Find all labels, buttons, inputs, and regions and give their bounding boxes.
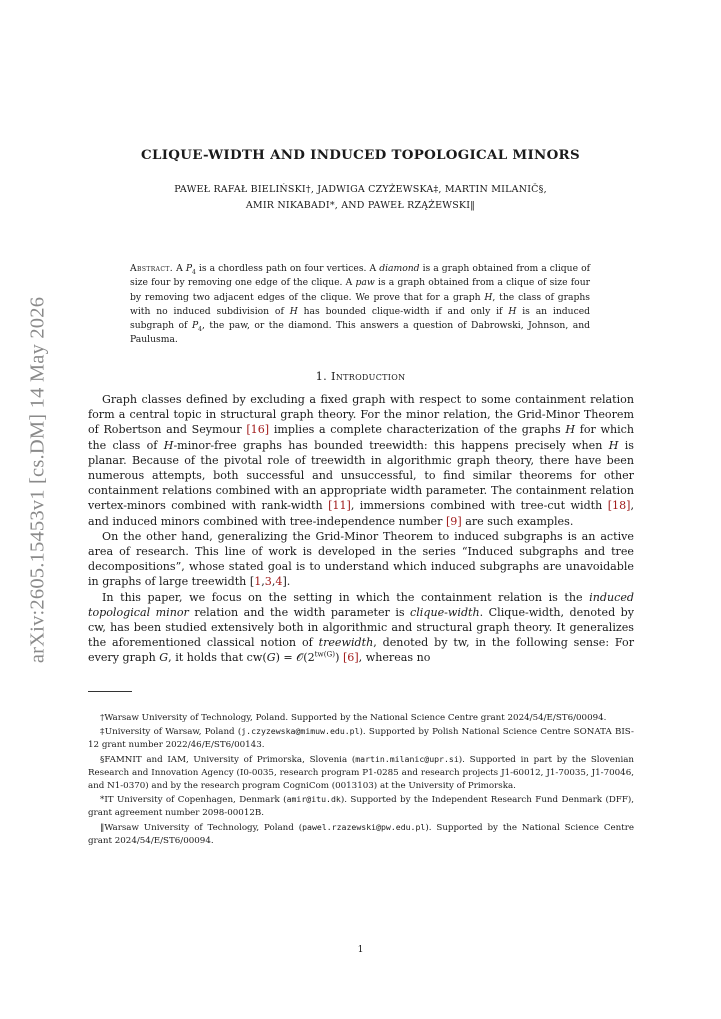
abstract-text: A [176,263,183,274]
para-text: are such examples. [465,514,574,528]
page-number: 1 [357,944,364,955]
author-list [120,182,601,214]
para-text: On the other hand, generalizing the Grid-Minor Theorem to induced subgraphs is an active area of research. This line of work is developed in the series “Induced subgraphs and tree decompositions”, whose stated goal is to understand which induced subgraphs are unavoidable in graphs of large treewidth [88,529,634,589]
math-sub: 4 [192,268,196,276]
footnote-text: ). Supported by Polish National Science Centre SONATA BIS-12 grant number 2022/46/E/ST6/00143. [88,727,634,751]
para-text: , denoted by tw, in the following sense: For every graph [88,636,634,665]
paragraph-3 [88,590,634,666]
abstract-text: has bounded clique-width if and only if [303,305,503,317]
abstract-text: is an induced subgraph of [130,305,591,332]
section-title: Introduction [331,369,406,383]
math-var: P [191,320,199,332]
para-text: . [286,575,291,589]
abstract-text: is a graph obtained from a clique of size four by removing two adjacent edges of the clique. We prove that for a graph [130,277,591,303]
abstract [130,262,590,348]
email-link[interactable]: amir@itu.dk [286,794,341,805]
footnotes [88,712,634,848]
footnote-text: ). Supported by the Independent Research Fund Denmark (DFF), grant agreement number 2098-00012B. [88,795,635,819]
abstract-text: is a graph obtained from a clique of size four by removing one edge of the clique. A [130,263,591,289]
math-exponent: tw(G) [314,649,336,659]
math-var: H [163,438,174,452]
para-text: is planar. Because of the pivotal role of treewidth in algorithmic graph theory, there have been numerous attempts, both successful and unsuccessful, to find similar theorems for other containment relations combined with an appropriate width parameter. The containment relation vertex-minors combined with rank-width [88,438,634,513]
footnote-3 [88,753,634,794]
footnote-text: ‖Warsaw University of Technology, Poland ( [100,822,303,833]
footnote-text: ‡University of Warsaw, Poland ( [100,727,242,738]
paragraph-1 [88,392,634,529]
math-var: H [508,305,517,317]
arxiv-identifier-text: arXiv:2605.15453v1 [cs.DM] 14 May 2026 [26,296,49,664]
para-text: -minor-free graphs has bounded treewidth: this happens precisely when [173,438,603,452]
paragraph-2: On the other hand, generalizing the Grid-Minor Theorem to induced subgraphs is an active area of research. This line of work is developed in the series “Induced subgraphs and tree decompositions”, whose stated goal is to understand which induced subgraphs are unavoidable in graphs of large treewidth [1,3,4]. [88,529,634,589]
para-text: . Clique-width, denoted by cw, has been studied extensively both in algorithmic and structural graph theory. It generalizes the aforementioned classical notion of [88,605,635,650]
email-link[interactable]: martin.milanic@upr.si [355,753,459,764]
term-diamond: diamond [379,263,420,274]
math-var: P [185,263,193,274]
citation-6[interactable]: [6] [342,651,359,665]
math-expression: ) [335,651,340,665]
citation-9[interactable]: [9] [445,514,462,528]
math-var: G [159,651,169,665]
footnote-text: ). Supported by the National Science Centre grant 2024/54/E/ST6/00094. [88,822,634,846]
citation-16[interactable]: [16] [246,423,270,437]
footnote-2 [88,725,634,752]
math-var: H [608,438,619,452]
term-induced-topological-minor: induced topological minor [88,590,634,619]
para-text: , whereas no [358,651,431,665]
abstract-text: , the class of graphs with no induced subdivision of [130,291,591,317]
footnote-1: †Warsaw University of Technology, Poland. Supported by the National Science Centre grant 2024/54/E/ST6/00094. [100,713,607,723]
para-text: Graph classes defined by excluding a fixed graph with respect to some containment relation form a central topic in structural graph theory. For the minor relation, the Grid-Minor Theorem of Robertson and Seymour [88,393,634,437]
section-heading [0,369,721,383]
para-text: relation and the width parameter is [194,605,405,619]
footnote-5 [88,821,634,848]
body-text [88,392,634,666]
paper-title: CLIQUE-WIDTH AND INDUCED TOPOLOGICAL MINORS [141,147,580,163]
footnote-text: ). Supported in part by the Slovenian Research and Innovation Agency (I0-0035, research program P1-0285 and research projects J1-60012, J1-70035, J1-70046, and N1-0370) and by the research program CogniCom (0013103) at the University of Primorska. [88,754,635,792]
citation-bracket: [ [249,575,255,589]
citation-1[interactable]: 1 [254,575,262,589]
math-var: G [266,651,276,665]
para-text: , immersions combined with tree-cut width [350,499,603,513]
author-line-1: PAWEŁ RAFAŁ BIELIŃSKI†, JADWIGA CZYŻEWSKA‡, MARTIN MILANIČ§, [174,184,547,195]
citation-18[interactable]: [18] [607,499,631,513]
math-expression: ) = 𝒪(2 [275,651,315,665]
math-var: H [484,291,493,303]
math-var: H [565,423,576,437]
para-text: for which the class of [88,423,635,452]
citation-bracket: ] [282,575,287,589]
footnote-text: *IT University of Copenhagen, Denmark ( [100,795,287,806]
citation-3[interactable]: 3 [264,575,272,589]
citation-4[interactable]: 4 [275,575,283,589]
footnote-rule [88,691,132,692]
email-link[interactable]: j.czyzewska@mimuw.edu.pl [241,726,360,737]
para-text: In this paper, we focus on the setting in which the containment relation is the [102,590,583,604]
arxiv-identifier [18,290,58,670]
author-line-2: AMIR NIKABADI*, AND PAWEŁ RZĄŻEWSKI‖ [245,200,476,211]
math-sub: 4 [198,326,202,334]
term-treewidth: treewidth [318,636,374,650]
footnote-4 [88,793,634,820]
para-text: , and induced minors combined with tree-independence number [88,499,635,528]
para-text: , it holds that cw( [168,651,267,665]
math-var: H [289,305,298,317]
footnote-text: §FAMNIT and IAM, University of Primorska, Slovenia ( [100,754,356,765]
citation-11[interactable]: [11] [328,499,351,513]
abstract-text: , the paw, or the diamond. This answers a question of Dabrowski, Johnson, and Paulusma. [130,320,590,346]
email-link[interactable]: pawel.rzazewski@pw.edu.pl [302,821,426,832]
term-clique-width: clique-width [410,605,480,619]
term-paw: paw [355,277,375,289]
para-text: implies a complete characterization of the graphs [273,423,561,437]
abstract-text: is a chordless path on four vertices. A [198,263,377,274]
abstract-label: Abstract. [130,263,174,274]
section-number: 1. [315,369,328,383]
